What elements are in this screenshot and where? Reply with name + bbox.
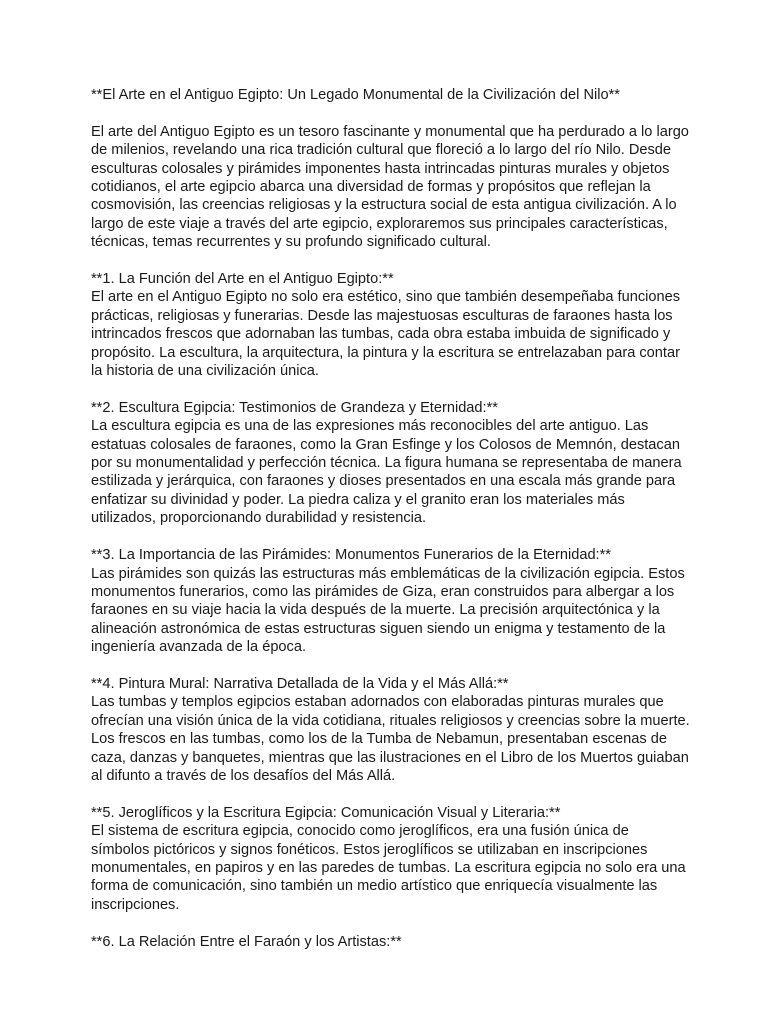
document-title: **El Arte en el Antiguo Egipto: Un Legado Monumental de la Civilización del Nilo** — [91, 87, 620, 103]
section-heading: **5. Jeroglíficos y la Escritura Egipcia: Comunicación Visual y Literaria:** — [91, 804, 561, 821]
body-line: símbolos pictóricos y signos fonéticos. Estos jeroglíficos se utilizaban en inscripciones — [91, 841, 648, 858]
body-line: utilizados, proporcionando durabilidad y resistencia. — [91, 510, 427, 527]
section-jeroglificos — [91, 804, 691, 914]
section-pintura-mural — [91, 675, 691, 785]
body-line: estilizada y jerárquica, con faraones y dioses presentados en una escala más grande para — [91, 473, 676, 490]
section-heading: **2. Escultura Egipcia: Testimonios de Grandeza y Eternidad:** — [91, 399, 498, 416]
intro-line: técnicas, temas recurrentes y su profundo significado cultural. — [91, 234, 491, 251]
body-line: faraones en su viaje hacia la vida después de la muerte. La precisión arquitectónica y la — [91, 602, 660, 619]
intro-paragraph — [91, 123, 691, 252]
body-line: estatuas colosales de faraones, como la Gran Esfinge y los Colosos de Memnón, destacan — [91, 436, 680, 453]
section-body — [91, 417, 691, 527]
section-heading: **1. La Función del Arte en el Antiguo Egipto:** — [91, 271, 394, 288]
body-line: Las tumbas y templos egipcios estaban adornados con elaboradas pinturas murales que — [91, 694, 664, 711]
intro-line: de milenios, revelando una rica tradición cultural que floreció a lo largo del río Nilo. Desde — [91, 142, 672, 159]
intro-line: cosmovisión, las creencias religiosas y la estructura social de esta antigua civilización. A lo — [91, 197, 677, 214]
section-piramides — [91, 546, 691, 656]
body-line: inscripciones. — [91, 896, 180, 913]
intro-line: esculturas colosales y pirámides imponentes hasta intrincadas pinturas murales y objetos — [91, 160, 670, 177]
intro-line: El arte del Antiguo Egipto es un tesoro fascinante y monumental que ha perdurado a lo largo — [91, 123, 689, 140]
body-line: alineación astronómica de estas estructuras siguen siendo un enigma y testamento de la — [91, 620, 666, 637]
body-line: la historia de una civilización única. — [91, 363, 319, 380]
body-line: intrincados frescos que adornaban las tumbas, cada obra estaba imbuida de significado y — [91, 326, 671, 343]
body-line: El arte en el Antiguo Egipto no solo era estético, sino que también desempeñaba funciones — [91, 289, 681, 306]
body-line: Los frescos en las tumbas, como los de la Tumba de Nebamun, presentaban escenas de — [91, 731, 667, 748]
body-line: prácticas, religiosas y funerarias. Desde las majestuosas esculturas de faraones hasta los — [91, 307, 673, 324]
section-body — [91, 693, 691, 785]
body-line: por su monumentalidad y perfección técnica. La figura humana se representaba de manera — [91, 455, 682, 472]
section-funcion-del-arte — [91, 270, 691, 380]
section-faraon-artistas — [91, 933, 691, 951]
body-line: al difunto a través de los desafíos del Más Allá. — [91, 767, 396, 784]
body-line: ingeniería avanzada de la época. — [91, 639, 307, 656]
document-page — [91, 86, 691, 969]
body-line: Las pirámides son quizás las estructuras más emblemáticas de la civilización egipcia. Estos — [91, 565, 685, 582]
body-line: enfatizar su divinidad y poder. La piedra caliza y el granito eran los materiales más — [91, 491, 625, 508]
section-heading: **6. La Relación Entre el Faraón y los Artistas:** — [91, 933, 402, 950]
intro-line: largo de este viaje a través del arte egipcio, exploraremos sus principales características, — [91, 215, 668, 232]
section-heading: **4. Pintura Mural: Narrativa Detallada de la Vida y el Más Allá:** — [91, 675, 509, 692]
body-line: La escultura egipcia es una de las expresiones más reconocibles del arte antiguo. Las — [91, 418, 649, 435]
body-line: monumentos funerarios, como las pirámides de Giza, eran construidos para albergar a los — [91, 583, 675, 600]
body-line: caza, danzas y banquetes, mientras que las ilustraciones en el Libro de los Muertos guiaban — [91, 749, 689, 766]
section-body — [91, 288, 691, 380]
body-line: ofrecían una visión única de la vida cotidiana, rituales religiosos y creencias sobre la muerte. — [91, 712, 690, 729]
intro-line: cotidianos, el arte egipcio abarca una diversidad de formas y propósitos que reflejan la — [91, 179, 651, 196]
section-body — [91, 822, 691, 914]
section-body — [91, 565, 691, 657]
section-escultura — [91, 399, 691, 528]
section-heading: **3. La Importancia de las Pirámides: Monumentos Funerarios de la Eternidad:** — [91, 547, 611, 564]
body-line: forma de comunicación, sino también un medio artístico que enriquecía visualmente las — [91, 878, 658, 895]
body-line: monumentales, en papiros y en las paredes de tumbas. La escritura egipcia no solo era una — [91, 859, 686, 876]
body-line: El sistema de escritura egipcia, conocido como jeroglíficos, era una fusión única de — [91, 823, 629, 840]
body-line: propósito. La escultura, la arquitectura, la pintura y la escritura se entrelazaban para contar — [91, 344, 680, 361]
